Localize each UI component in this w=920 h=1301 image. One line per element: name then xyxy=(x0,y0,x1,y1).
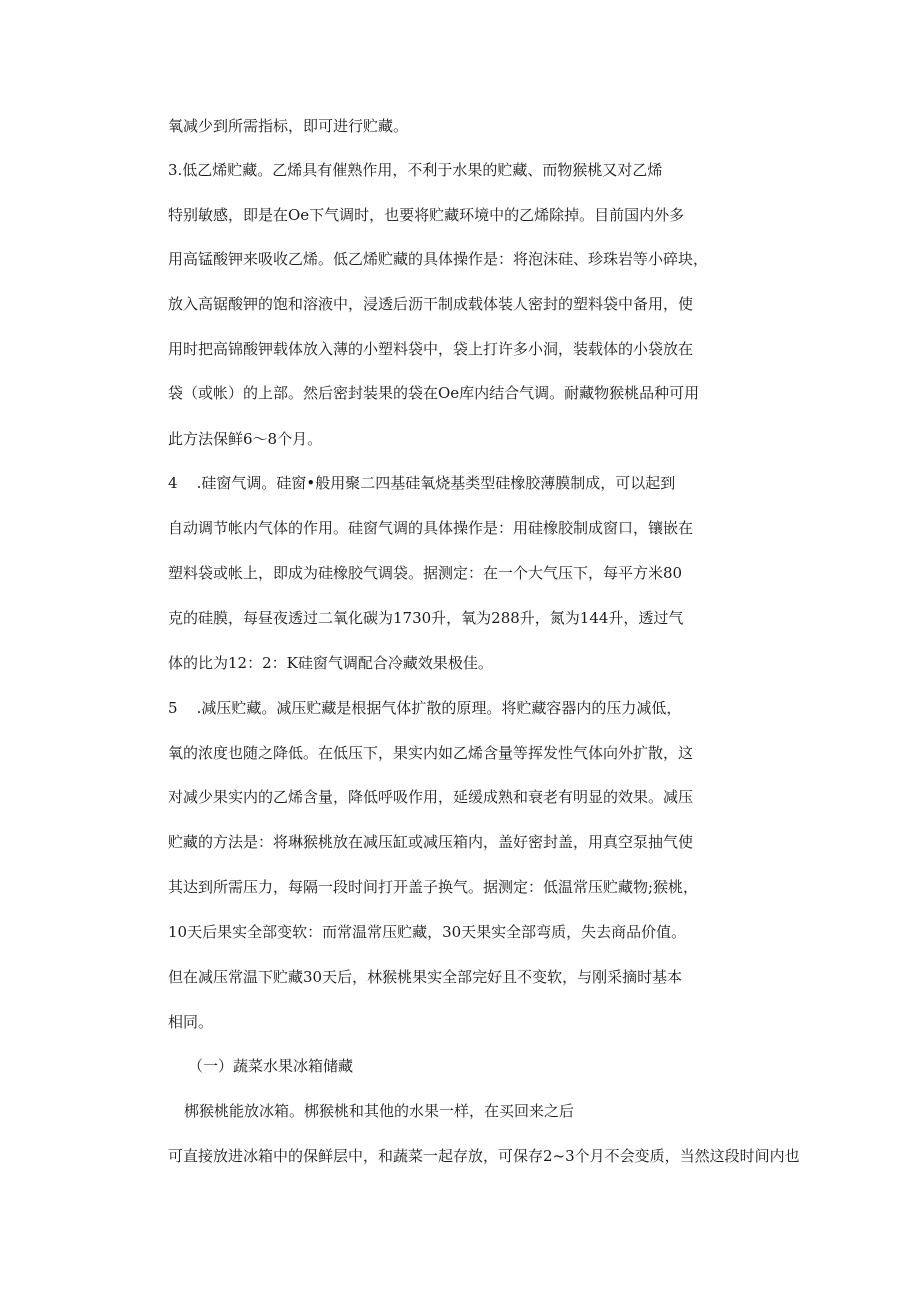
text-line: 对减少果实内的乙烯含量，降低呼吸作用，延缓成熟和衰老有明显的效果。减压 xyxy=(168,788,694,806)
text-line: 特别敏感，即是在Oe下气调时，也要将贮藏环境中的乙烯除掉。目前国内外多 xyxy=(168,206,685,224)
text-line: 5 .减压贮藏。减压贮藏是根据气体扩散的原理。将贮藏容器内的压力减低， xyxy=(168,699,682,717)
text-line: 3.低乙烯贮藏。乙烯具有催熟作用，不利于水果的贮藏、而物猴桃又对乙烯 xyxy=(168,161,663,179)
text-line: 用高锰酸钾来吸收乙烯。低乙烯贮藏的具体操作是：将泡沫硅、珍珠岩等小碎块， xyxy=(168,250,709,268)
text-line: 塑料袋或帐上，即成为硅橡胶气调袋。据测定：在一个大气压下，每平方米80 xyxy=(168,564,683,582)
text-line: 自动调节帐内气体的作用。硅窗气调的具体操作是：用硅橡胶制成窗口，镶嵌在 xyxy=(168,519,694,537)
text-line: 体的比为12：2：K硅窗气调配合冷藏效果极佳。 xyxy=(168,654,493,672)
text-line: 相同。 xyxy=(168,1013,214,1031)
text-line: 10天后果实全部变软：而常温常压贮藏，30天果实全部弯质，失去商品价值。 xyxy=(168,923,687,941)
text-line: 放入高锯酸钾的饱和溶液中，浸透后沥干制成载体装人密封的塑料袋中备用，使 xyxy=(168,295,694,313)
text-line: 其达到所需压力，每隔一段时间打开盖子换气。据测定：低温常压贮藏物;猴桃， xyxy=(168,878,699,896)
text-line: 用时把高锦酸钾载体放入薄的小塑料袋中，袋上打许多小洞，装载体的小袋放在 xyxy=(168,340,694,358)
text-line: 但在减压常温下贮藏30天后，林猴桃果实全部完好且不变软，与刚采摘时基本 xyxy=(168,968,683,986)
section-heading: （一）蔬菜水果冰箱储藏 xyxy=(188,1057,354,1075)
text-line: 氧减少到所需指标，即可进行贮藏。 xyxy=(168,117,409,135)
text-line: 袋（或帐）的上部。然后密封装果的袋在Oe库内结合气调。耐藏物猴桃品种可用 xyxy=(168,384,700,402)
text-line: 梆猴桃能放冰箱。梆猴桃和其他的水果一样，在买回来之后 xyxy=(184,1102,575,1120)
text-line: 贮藏的方法是：将琳猴桃放在减压缸或减压箱内，盖好密封盖，用真空泵抽气使 xyxy=(168,833,694,851)
text-line: 此方法保鲜6～8个月。 xyxy=(168,430,323,448)
text-line: 可直接放进冰箱中的保鲜层中，和蔬菜一起存放，可保存2~3个月不会变质，当然这段时间内也 xyxy=(168,1147,800,1165)
text-line: 克的硅膜，每昼夜透过二氧化碳为1730升，氧为288升，氮为144升，透过气 xyxy=(168,609,684,627)
text-line: 4 .硅窗气调。硅窗•般用聚二四基硅氧烧基类型硅橡胶薄膜制成，可以起到 xyxy=(168,474,676,492)
text-line: 氧的浓度也随之降低。在低压下，果实内如乙烯含量等挥发性气体向外扩散，这 xyxy=(168,744,694,762)
